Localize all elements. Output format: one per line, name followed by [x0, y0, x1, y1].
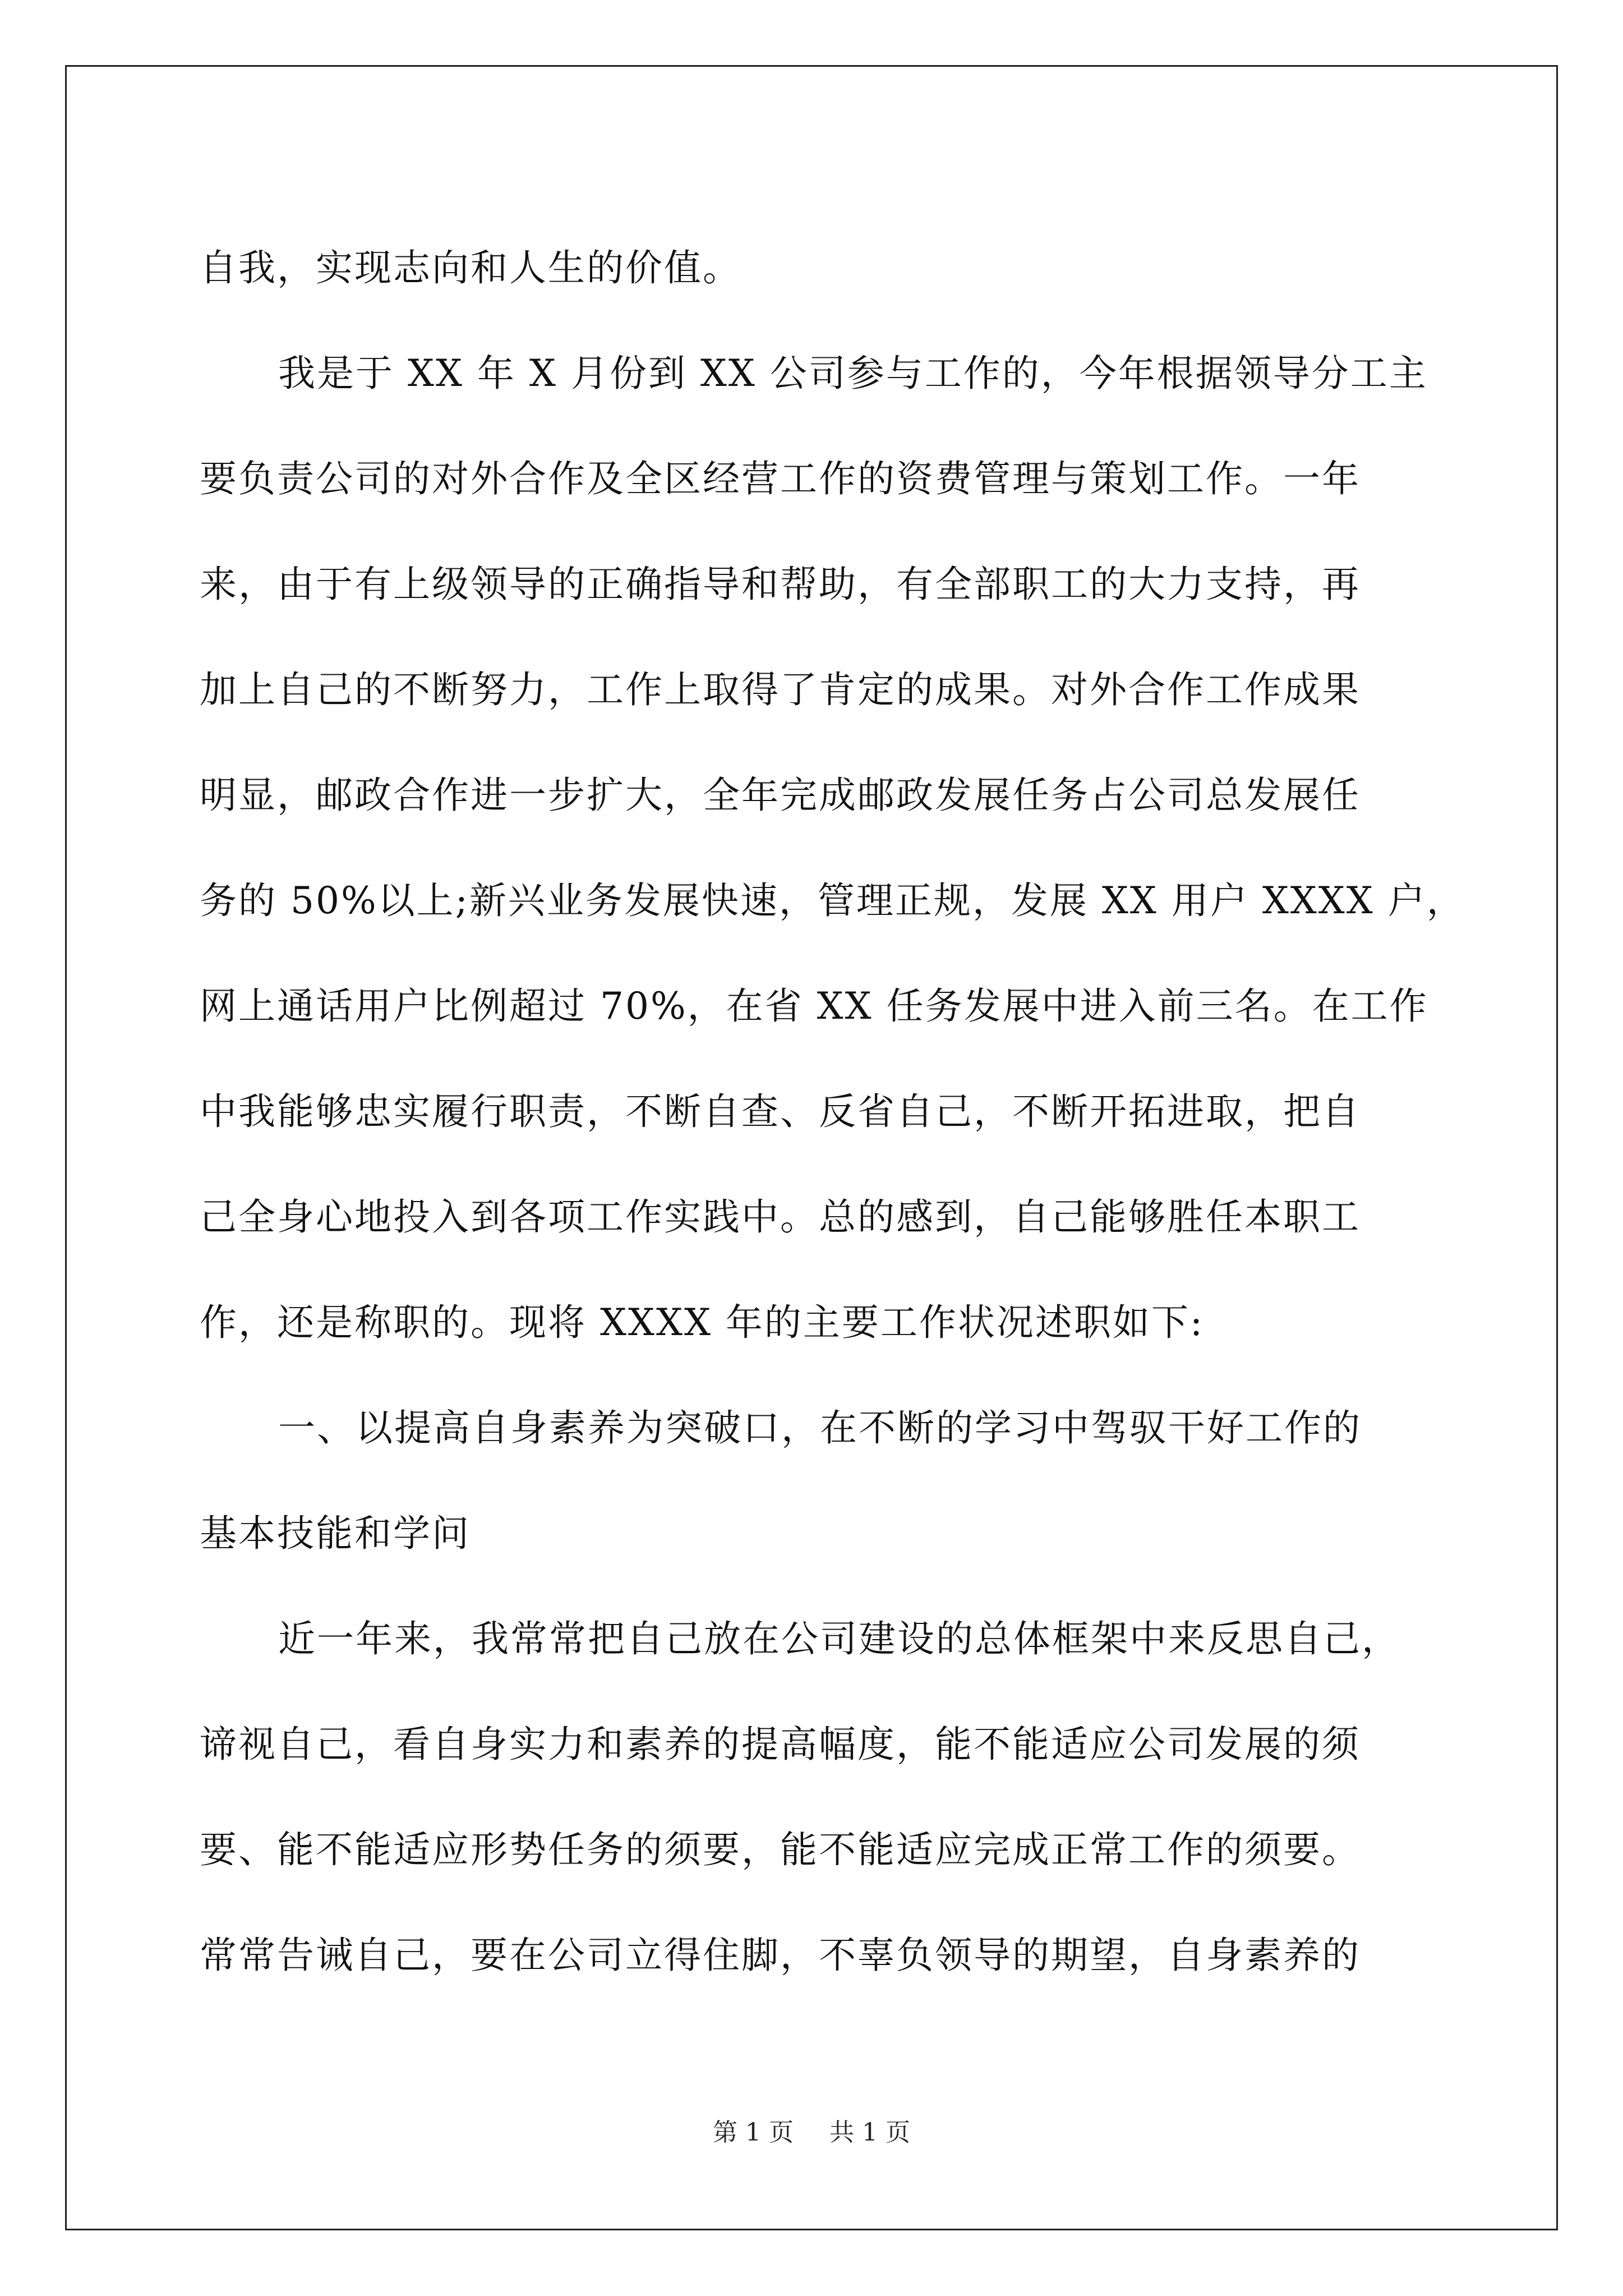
text-line: 常常告诫自己，要在公司立得住脚，不辜负领导的期望，自身素养的 — [200, 1934, 1361, 1977]
text-line: 作，还是称职的。现将 XXXX 年的主要工作状况述职如下: — [200, 1301, 1205, 1344]
text-line: 中我能够忠实履行职责，不断自查、反省自己，不断开拓进取，把自 — [200, 1090, 1361, 1133]
text-line: 近一年来，我常常把自己放在公司建设的总体框架中来反思自己， — [278, 1617, 1400, 1660]
page-footer — [0, 2116, 1623, 2150]
section-heading-line: 一、以提高自身素养为突破口，在不断的学习中驾驭干好工作的 — [278, 1406, 1362, 1450]
text-line: 谛视自己，看自身实力和素养的提高幅度，能不能适应公司发展的须 — [200, 1723, 1361, 1766]
section-heading-line: 基本技能和学问 — [200, 1512, 471, 1555]
text-line: 自我，实现志向和人生的价值。 — [200, 246, 741, 289]
text-line: 要负责公司的对外合作及全区经营工作的资费管理与策划工作。一年 — [200, 457, 1361, 500]
page-total: 共 1 页 — [829, 2118, 910, 2147]
text-line: 加上自己的不断努力，工作上取得了肯定的成果。对外合作工作成果 — [200, 668, 1361, 711]
document-body — [200, 215, 1465, 2008]
text-line: 网上通话用户比例超过 70%，在省 XX 任务发展中进入前三名。在工作 — [200, 984, 1428, 1028]
page-number: 第 1 页 — [713, 2118, 794, 2147]
text-line: 务的 50%以上;新兴业务发展快速，管理正规，发展 XX 用户 XXXX 户， — [200, 879, 1465, 922]
text-line: 明显，邮政合作进一步扩大，全年完成邮政发展任务占公司总发展任 — [200, 774, 1361, 817]
text-line: 己全身心地投入到各项工作实践中。总的感到，自己能够胜任本职工 — [200, 1195, 1361, 1239]
text-line: 我是于 XX 年 X 月份到 XX 公司参与工作的，今年根据领导分工主 — [278, 352, 1428, 395]
text-line: 来，由于有上级领导的正确指导和帮助，有全部职工的大力支持，再 — [200, 563, 1361, 606]
text-line: 要、能不能适应形势任务的须要，能不能适应完成正常工作的须要。 — [200, 1828, 1361, 1871]
